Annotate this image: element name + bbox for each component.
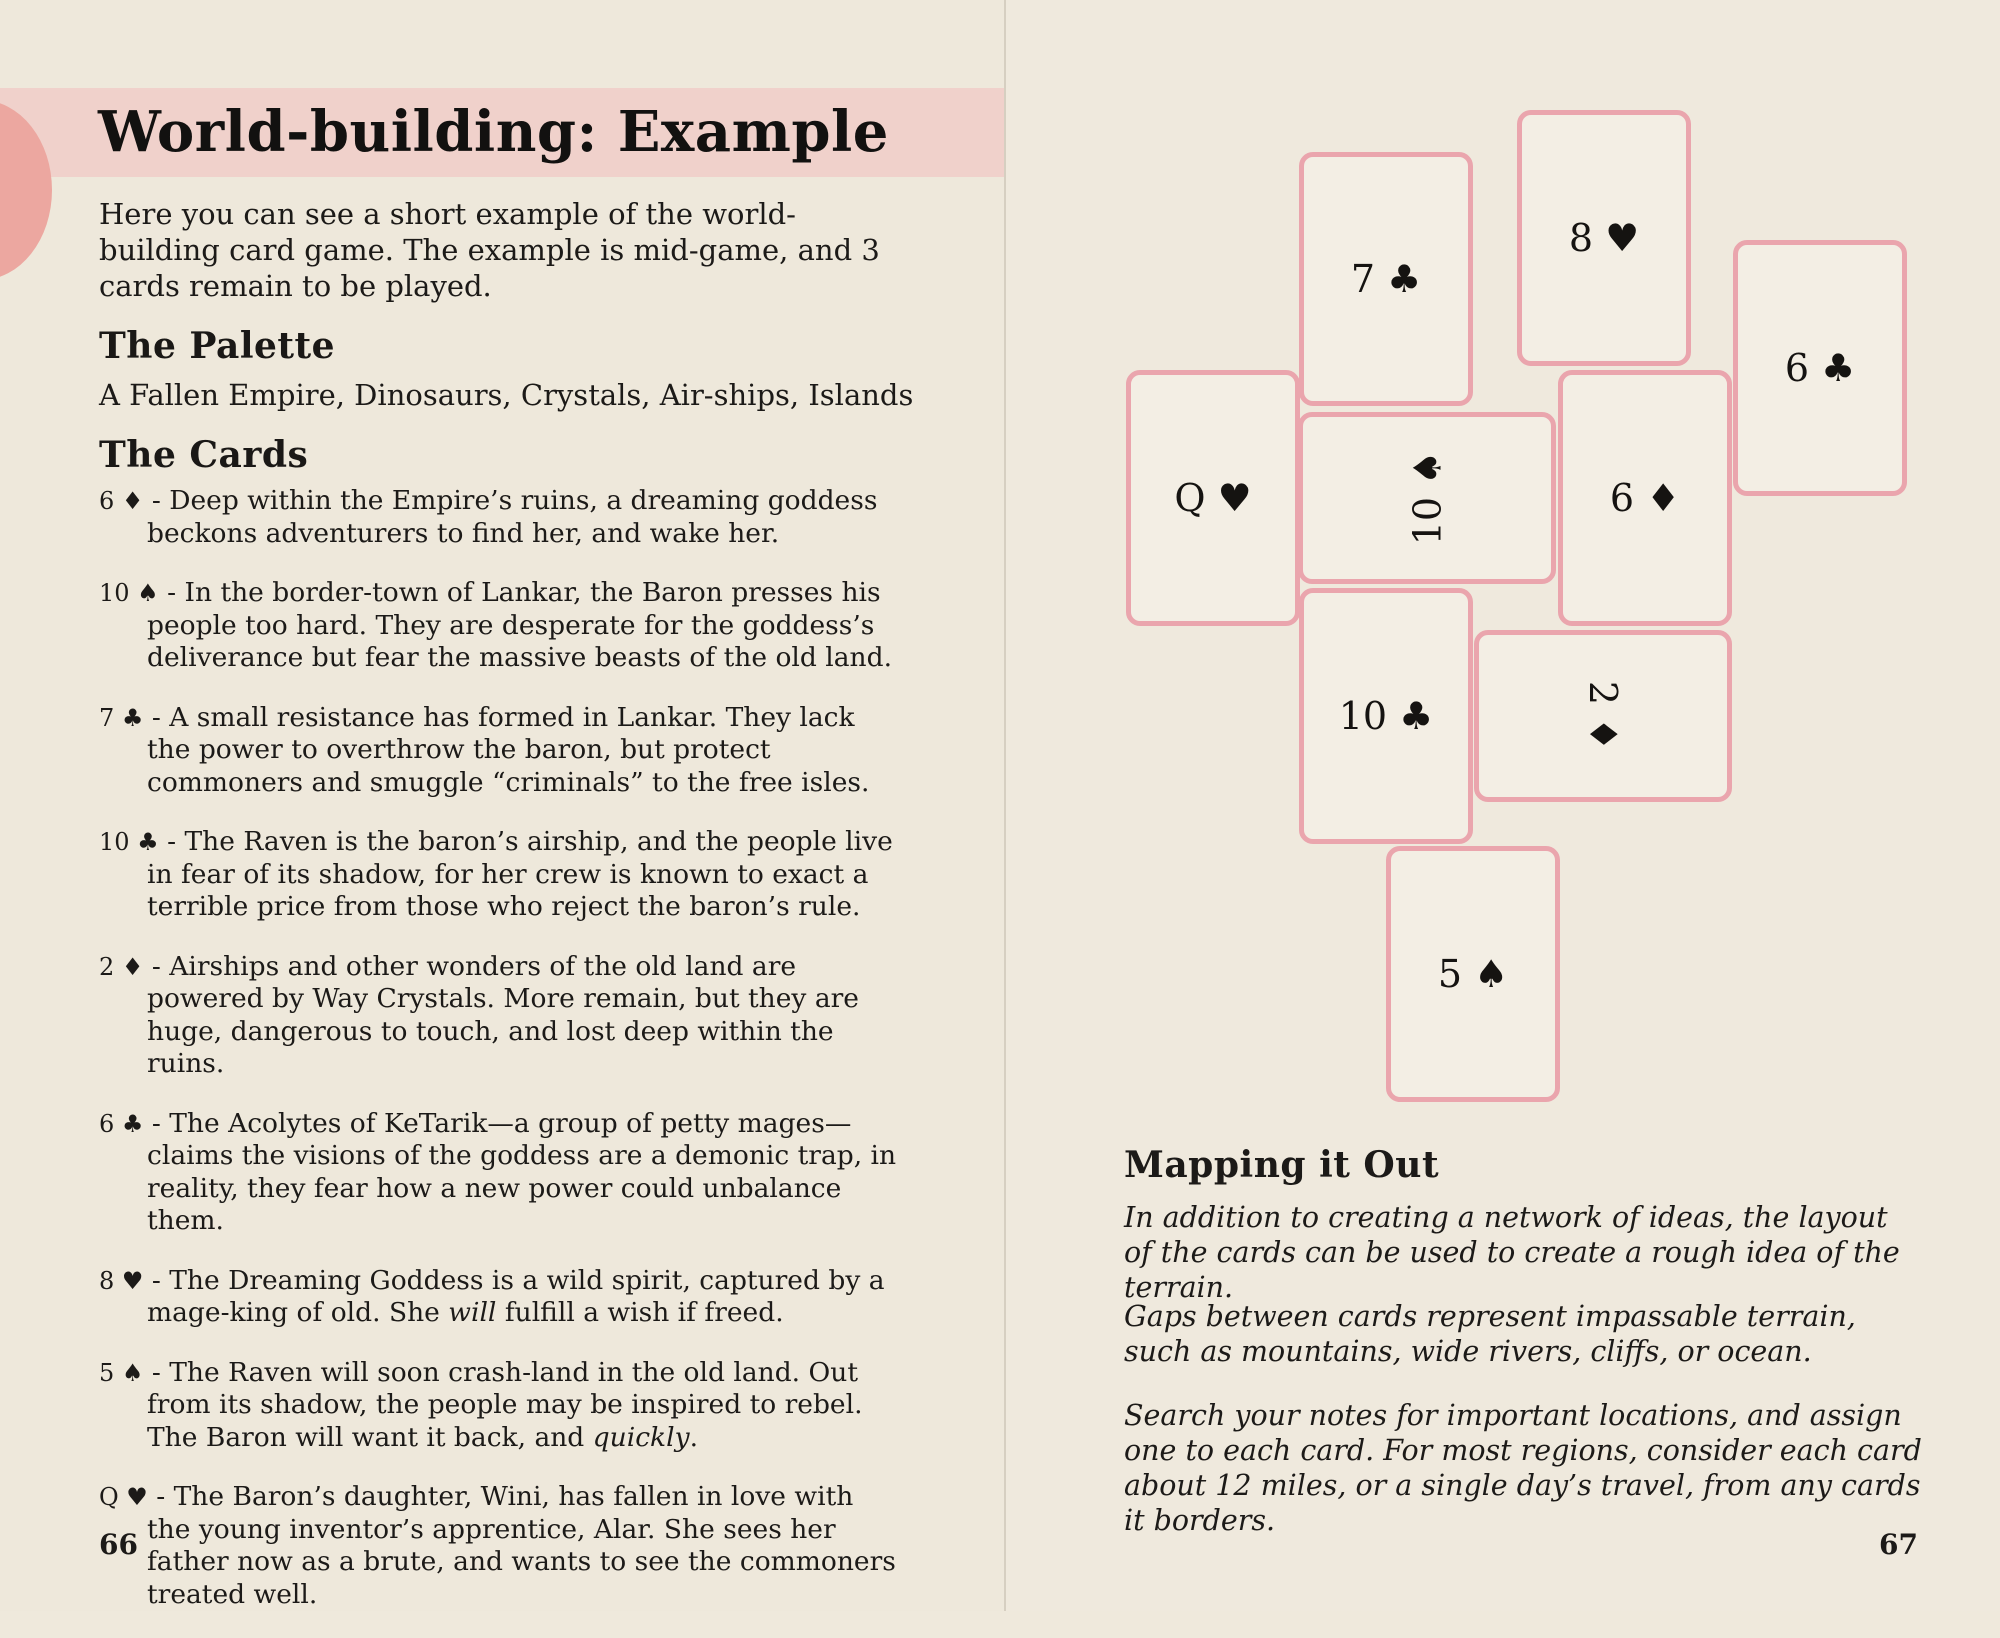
card-key: 8 ♥	[99, 1266, 144, 1295]
card-text: - The Raven will soon crash-land in the old land. Out from its shadow, the people may be inspired to rebel. The Baron will want it back, and	[143, 1356, 863, 1453]
card-text: - Deep within the Empire’s ruins, a dreaming goddess beckons adventurers to find her, and wake her.	[143, 485, 878, 549]
list-item	[99, 1108, 899, 1238]
card-label: 8 ♥	[1568, 216, 1640, 260]
intro-paragraph: Here you can see a short example of the world-building card game. The example is mid-game, and 3 cards remain to be played.	[99, 197, 880, 303]
card-label: 2 ♦	[1580, 680, 1625, 752]
layout-card-six-clubs	[1733, 240, 1907, 496]
list-item	[99, 951, 899, 1081]
card-emphasis: quickly	[592, 1421, 690, 1453]
card-key: 10 ♠	[99, 579, 159, 607]
palette-heading: The Palette	[99, 325, 336, 367]
cards-heading: The Cards	[99, 434, 309, 476]
layout-card-queen-hearts	[1126, 370, 1300, 626]
card-label: 6 ♦	[1609, 476, 1681, 520]
card-key: Q ♥	[99, 1483, 148, 1511]
card-text: - The Raven is the baron’s airship, and the people live in fear of its shadow, for her crew is known to exact a terrible price from those who reject the baron’s rule.	[147, 826, 893, 922]
card-label: 7 ♣	[1350, 257, 1422, 301]
card-text: - The Baron’s daughter, Wini, has fallen in love with the young inventor’s apprentice, Alar. She sees her father now as a brute, and wants to see the commoners treated well.	[147, 1481, 896, 1610]
layout-card-ten-clubs	[1299, 588, 1473, 844]
card-key: 10 ♣	[99, 828, 159, 856]
card-text: - Airships and other wonders of the old land are powered by Way Crystals. More remain, but they are huge, dangerous to touch, and lost deep within the ruins.	[143, 950, 859, 1079]
layout-card-eight-hearts	[1517, 110, 1691, 366]
layout-card-five-spades	[1386, 846, 1560, 1102]
list-item	[99, 1481, 899, 1611]
list-item	[99, 702, 899, 800]
card-text: - A small resistance has formed in Lankar. They lack the power to overthrow the baron, but protect commoners and smuggle “criminals” to the free isles.	[143, 701, 870, 798]
card-key: 2 ♦	[99, 952, 144, 981]
list-item	[99, 485, 899, 550]
list-item	[99, 1357, 899, 1455]
layout-card-seven-clubs	[1299, 152, 1473, 406]
mapping-paragraph-1: In addition to creating a network of ideas, the layout of the cards can be used to create a rough idea of the terrain.	[1124, 1201, 1900, 1304]
card-text: .	[689, 1421, 698, 1453]
card-text: - The Dreaming Goddess is a wild spirit, captured by a mage-king of old. She	[143, 1264, 885, 1328]
card-key: 7 ♣	[99, 703, 144, 732]
mapping-paragraph-2: Gaps between cards represent impassable terrain, such as mountains, wide rivers, cliffs, or ocean.	[1124, 1300, 1856, 1368]
left-page	[0, 0, 1005, 1611]
list-item	[99, 1265, 899, 1330]
layout-card-six-diamonds	[1558, 370, 1732, 626]
card-label: 10 ♠	[1405, 450, 1449, 546]
palette-text: A Fallen Empire, Dinosaurs, Crystals, Air-ships, Islands	[99, 378, 914, 412]
card-label: 5 ♠	[1437, 952, 1509, 996]
card-text: fulfill a wish if freed.	[496, 1297, 784, 1328]
card-key: 5 ♠	[99, 1358, 144, 1387]
page-title: World-building: Example	[98, 99, 889, 165]
card-label: 6 ♣	[1784, 346, 1856, 390]
card-label: Q ♥	[1174, 476, 1252, 520]
mapping-paragraph-3: Search your notes for important locations, and assign one to each card. For most regions, consider each card about 12 miles, or a single day’s travel, from any cards it borders.	[1124, 1399, 1922, 1537]
card-emphasis: will	[448, 1297, 497, 1328]
card-key: 6 ♦	[99, 487, 144, 515]
list-item	[99, 826, 899, 924]
page-number-right: 67	[1879, 1528, 1918, 1561]
page-number-left: 66	[99, 1528, 138, 1561]
layout-card-two-diamonds	[1474, 630, 1732, 802]
card-label: 10 ♣	[1338, 694, 1434, 738]
card-text: - In the border-town of Lankar, the Baron presses his people too hard. They are desperate for the goddess’s deliverance but fear the massive beasts of the old land.	[147, 577, 892, 673]
card-key: 6 ♣	[99, 1109, 144, 1138]
layout-card-ten-spades	[1298, 412, 1556, 584]
card-list	[99, 485, 899, 1638]
list-item	[99, 577, 899, 675]
mapping-heading: Mapping it Out	[1124, 1144, 1440, 1186]
card-text: - The Acolytes of KeTarik—a group of petty mages—claims the visions of the goddess are a demonic trap, in reality, they fear how a new power could unbalance them.	[143, 1107, 897, 1236]
